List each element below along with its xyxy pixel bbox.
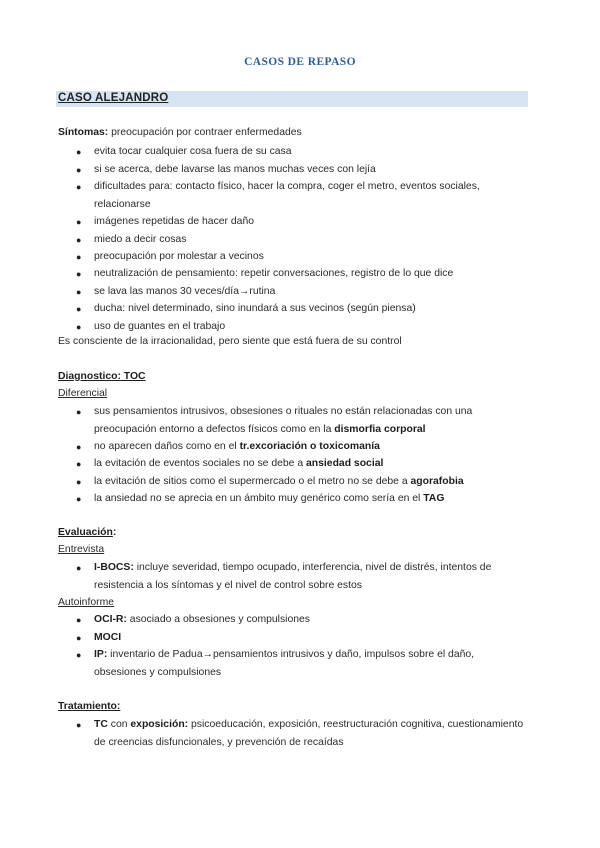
- document-title: CASOS DE REPASO: [244, 56, 356, 68]
- sintomas-item: se lava las manos 30 veces/día→rutina: [94, 286, 276, 297]
- bullet-icon: ●: [76, 235, 82, 245]
- bullet-icon: ●: [76, 563, 82, 573]
- sintomas-item: preocupación por molestar a vecinos: [94, 251, 264, 262]
- sintomas-line: [58, 126, 302, 140]
- exposicion-label: exposición:: [130, 719, 189, 730]
- diferencial-item: [94, 403, 526, 438]
- bullet-icon: ●: [76, 633, 82, 643]
- evaluacion-item: [94, 559, 526, 594]
- bullet-icon: ●: [76, 147, 82, 157]
- tratamiento-item: [94, 716, 526, 751]
- diferencial-item-bold: agorafobia: [410, 476, 464, 487]
- diferencial-item-bold: TAG: [423, 493, 445, 504]
- bullet-icon: ●: [76, 287, 82, 297]
- sintomas-item: evita tocar cualquier cosa fuera de su casa: [94, 146, 292, 157]
- bullet-icon: ●: [76, 459, 82, 469]
- evaluacion-heading: Evaluación: [58, 527, 113, 538]
- sintomas-item: neutralización de pensamiento: repetir conversaciones, registro de lo que dice: [94, 268, 454, 279]
- diferencial-item-text: la ansiedad no se aprecia en un ámbito muy genérico como sería en el: [94, 493, 424, 504]
- diferencial-item-bold: ansiedad social: [306, 458, 384, 469]
- autoinforme-subheading: Autoinforme: [58, 597, 115, 608]
- diferencial-item: [94, 455, 526, 473]
- bullet-icon: ●: [76, 165, 82, 175]
- case-heading: CASO ALEJANDRO: [58, 92, 169, 104]
- ocir-text: asociado a obsesiones y compulsiones: [126, 614, 311, 625]
- evaluacion-colon: :: [112, 527, 117, 538]
- bullet-icon: ●: [76, 442, 82, 452]
- tratamiento-con: con: [107, 719, 131, 730]
- bullet-icon: ●: [76, 615, 82, 625]
- diferencial-item: [94, 473, 526, 491]
- ibocs-text: incluye severidad, tiempo ocupado, interferencia, nivel de distrés, intentos de resistencia a los síntomas y el nivel de control sobre estos: [94, 562, 492, 591]
- bullet-icon: ●: [76, 269, 82, 279]
- sintomas-closing: Es consciente de la irracionalidad, pero siente que está fuera de su control: [58, 336, 402, 347]
- tc-label: TC: [94, 719, 108, 730]
- diferencial-item-text: no aparecen daños como en el: [94, 441, 240, 452]
- diferencial-item: [94, 438, 526, 456]
- diferencial-item: [94, 490, 526, 508]
- ip-label: IP:: [94, 649, 108, 660]
- bullet-icon: ●: [76, 650, 82, 660]
- evaluacion-item: [94, 646, 526, 681]
- bullet-icon: ●: [76, 252, 82, 262]
- diferencial-item-text: la evitación de eventos sociales no se debe a: [94, 458, 306, 469]
- evaluacion-heading-line: [58, 526, 116, 540]
- diferencial-subheading: Diferencial: [58, 388, 108, 399]
- sintomas-text: preocupación por contraer enfermedades: [108, 127, 302, 138]
- sintomas-item: ducha: nivel determinado, sino inundará a sus vecinos (según piensa): [94, 303, 416, 314]
- bullet-icon: ●: [76, 407, 82, 417]
- ibocs-label: I-BOCS:: [94, 562, 134, 573]
- sintomas-item: uso de guantes en el trabajo: [94, 321, 226, 332]
- bullet-icon: ●: [76, 217, 82, 227]
- moci-label: MOCI: [94, 632, 122, 643]
- ip-text: inventario de Padua→pensamientos intrusivos y daño, impulsos sobre el daño, obsesiones y compulsiones: [94, 649, 475, 678]
- diagnostico-heading: Diagnostico: TOC: [58, 371, 146, 382]
- sintomas-item: si se acerca, debe lavarse las manos muchas veces con lejía: [94, 164, 376, 175]
- bullet-icon: ●: [76, 477, 82, 487]
- sintomas-item: dificultades para: contacto físico, hacer la compra, coger el metro, eventos sociales, relacionarse: [94, 181, 480, 210]
- bullet-icon: ●: [76, 720, 82, 730]
- evaluacion-item: [94, 611, 526, 629]
- diferencial-item-bold: tr.excoriación o toxicomanía: [239, 441, 380, 452]
- diferencial-item-text: la evitación de sitios como el supermercado o el metro no se debe a: [94, 476, 411, 487]
- sintomas-label: Síntomas:: [58, 127, 109, 138]
- diferencial-item-text: sus pensamientos intrusivos, obsesiones o rituales no están relacionadas con una preocupación entorno a defectos físicos como en la: [94, 406, 473, 435]
- entrevista-subheading: Entrevista: [58, 544, 105, 555]
- tratamiento-heading: Tratamiento:: [58, 701, 121, 712]
- tratamiento-text: psicoeducación, exposición, reestructuración cognitiva, cuestionamiento de creencias disfuncionales, y prevención de recaídas: [94, 719, 524, 748]
- sintomas-item: miedo a decir cosas: [94, 234, 187, 245]
- evaluacion-item: [94, 629, 526, 647]
- ocir-label: OCI-R:: [94, 614, 127, 625]
- bullet-icon: ●: [76, 182, 82, 192]
- diferencial-item-bold: dismorfia corporal: [334, 423, 426, 435]
- bullet-icon: ●: [76, 304, 82, 314]
- sintomas-item: imágenes repetidas de hacer daño: [94, 216, 255, 227]
- bullet-icon: ●: [76, 322, 82, 332]
- bullet-icon: ●: [76, 494, 82, 504]
